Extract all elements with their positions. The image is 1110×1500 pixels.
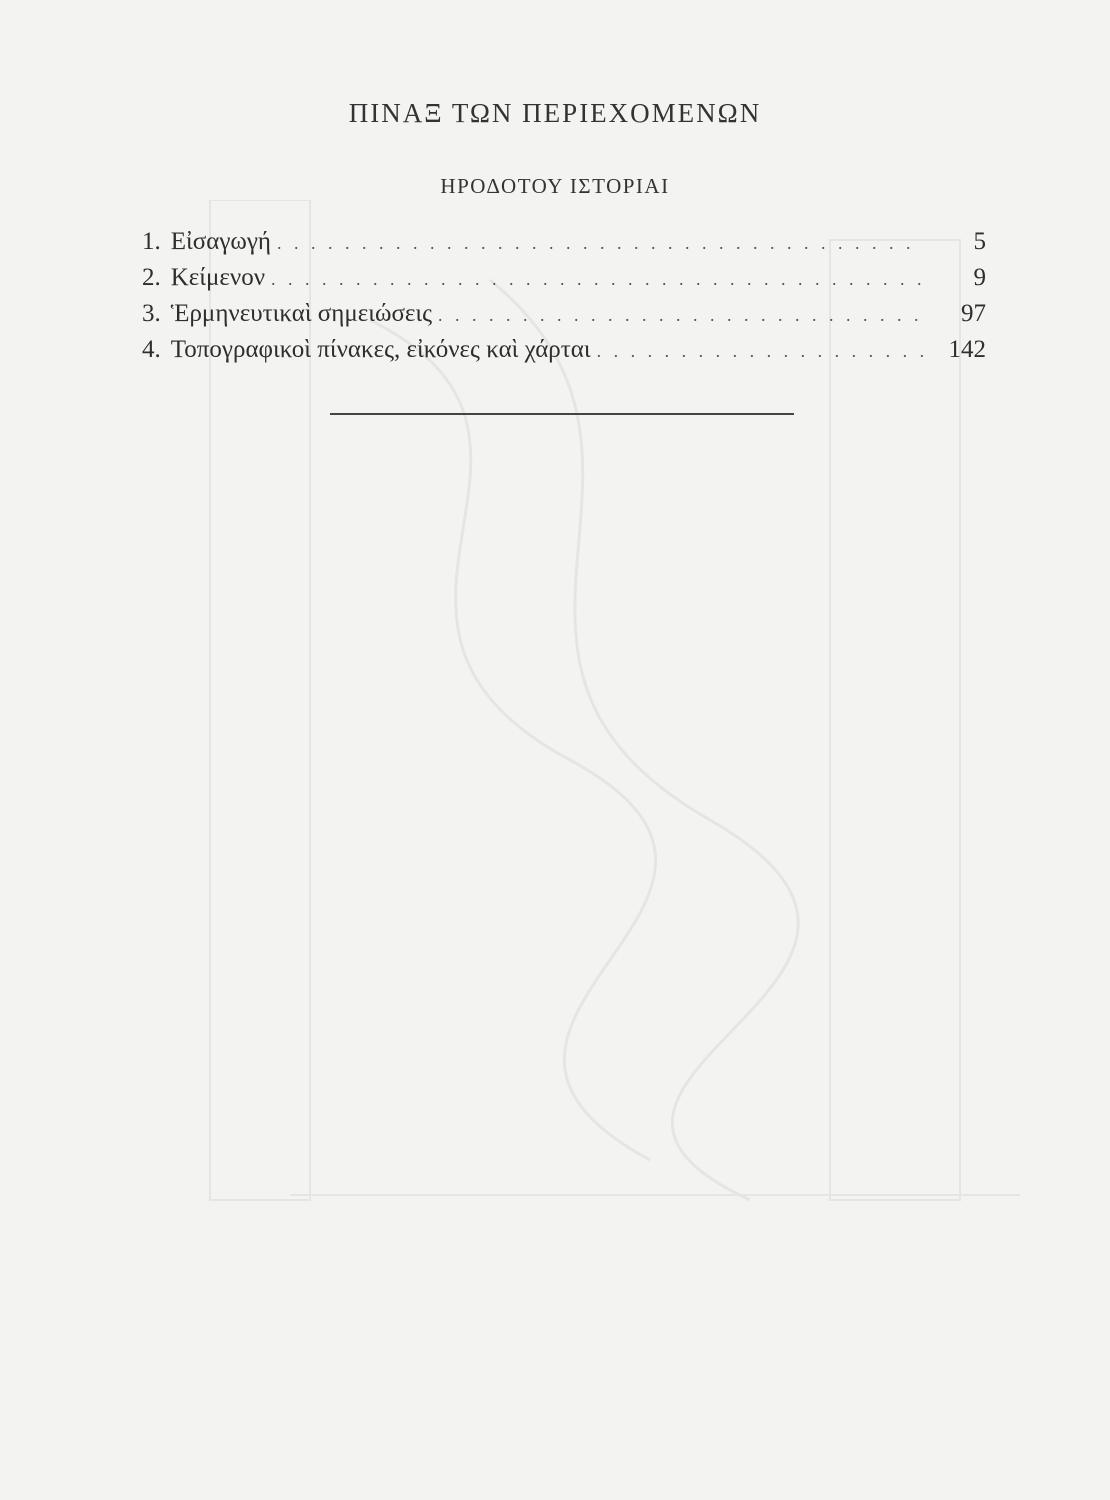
toc-entry-page: 9 xyxy=(973,264,986,291)
toc-entry xyxy=(142,300,986,336)
toc-entry-number: 4. xyxy=(142,336,161,363)
toc-entry-label: Τοπογραφικοὶ πίνακες, εἰκόνες καὶ χάρται xyxy=(170,336,591,363)
toc-entry-label: Εἰσαγωγή xyxy=(170,228,271,255)
dot-leader xyxy=(597,341,924,362)
section-divider xyxy=(330,413,794,415)
toc-title: ΠΙΝΑΞ ΤΩΝ ΠΕΡΙΕΧΟΜΕΝΩΝ xyxy=(348,98,762,128)
dot-leader xyxy=(438,305,924,326)
toc-entry-label: Κείμενον xyxy=(170,264,266,291)
toc-entry xyxy=(142,228,986,264)
toc-entry-number: 3. xyxy=(142,300,161,327)
dot-leader xyxy=(277,233,924,254)
toc-entry-page: 97 xyxy=(961,300,986,327)
dot-leader xyxy=(271,269,924,290)
toc-entry-label: Ἑρμηνευτικαὶ σημειώσεις xyxy=(170,300,433,327)
toc-entry-number: 2. xyxy=(142,264,161,291)
toc-entry-page: 5 xyxy=(973,228,986,255)
toc-entry-number: 1. xyxy=(142,228,161,255)
table-of-contents xyxy=(142,228,986,372)
toc-entry-page: 142 xyxy=(948,336,986,363)
toc-entry xyxy=(142,264,986,300)
toc-subtitle: ΗΡΟΔΟΤΟΥ ΙΣΤΟΡΙΑΙ xyxy=(440,174,670,198)
toc-entry xyxy=(142,336,986,372)
